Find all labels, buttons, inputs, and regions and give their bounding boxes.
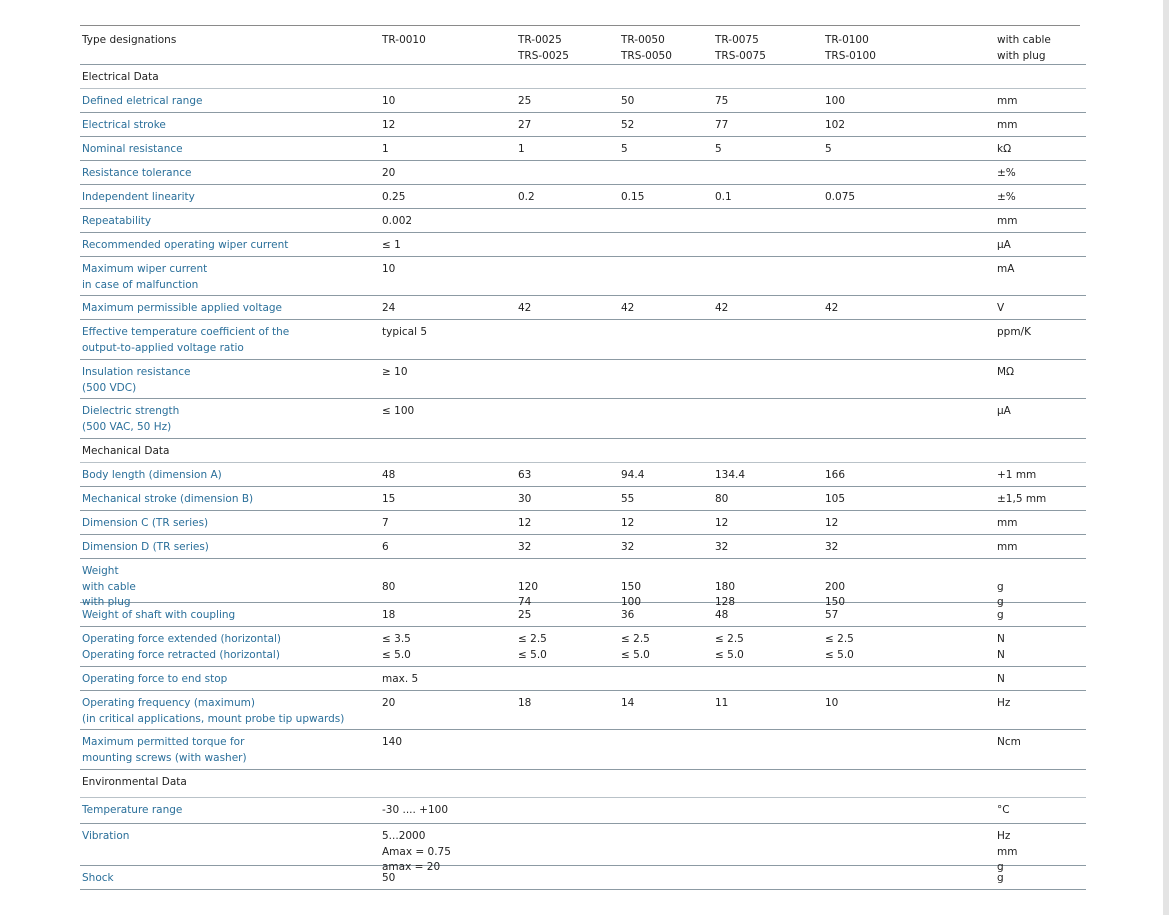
header-model: TR-0075 TRS-0075 (715, 34, 766, 62)
spec-value: max. 5 (382, 673, 419, 685)
spec-value: 32 (518, 541, 532, 553)
spec-value: 102 (825, 119, 846, 131)
spec-value: 134.4 (715, 469, 746, 481)
spec-unit: mm (997, 517, 1018, 529)
top-rule (80, 25, 1080, 26)
spec-row (80, 511, 1086, 535)
spec-label: Effective temperature coefficient of the output-to-applied voltage ratio (82, 326, 290, 354)
spec-value: 6 (382, 541, 389, 553)
spec-unit: g (997, 872, 1004, 884)
spec-value: -30 .... +100 (382, 804, 449, 816)
spec-value: 42 (621, 302, 635, 314)
spec-label: Body length (dimension A) (82, 469, 222, 481)
spec-unit: ±% (997, 191, 1016, 203)
spec-value: 5 (621, 143, 628, 155)
spec-label: Operating force extended (horizontal) Operating force retracted (horizontal) (82, 633, 282, 661)
spec-label: Maximum permissible applied voltage (82, 302, 283, 314)
spec-label: Electrical stroke (82, 119, 166, 131)
spec-unit: ±% (997, 167, 1016, 179)
spec-unit: ppm/K (997, 326, 1031, 338)
spec-row (80, 320, 1086, 360)
spec-value: typical 5 (382, 326, 428, 338)
spec-value: 20 (382, 697, 396, 709)
spec-value: 94.4 (621, 469, 645, 481)
spec-row (80, 113, 1086, 137)
spec-value: 10 (382, 263, 396, 275)
spec-label: Nominal resistance (82, 143, 183, 155)
spec-value: 18 (382, 609, 396, 621)
spec-row (80, 296, 1086, 320)
spec-value: 5 (715, 143, 722, 155)
spec-unit: V (997, 302, 1005, 314)
spec-value: 12 (518, 517, 532, 529)
spec-label: Repeatability (82, 215, 152, 227)
spec-value: 52 (621, 119, 635, 131)
header-label: Type designations (82, 34, 177, 46)
spec-value: 80 (382, 580, 396, 593)
spec-value: 7 (382, 517, 389, 529)
spec-label: Temperature range (82, 804, 183, 816)
spec-row (80, 667, 1086, 691)
spec-label: Dimension D (TR series) (82, 541, 209, 553)
header-row (80, 28, 1086, 65)
spec-value: 100 (825, 95, 846, 107)
spec-value: 140 (382, 736, 403, 748)
spec-label: Shock (82, 872, 114, 884)
spec-value: 42 (518, 302, 532, 314)
spec-value: 0.075 (825, 191, 856, 203)
spec-unit: mm (997, 541, 1018, 553)
section-header (80, 65, 1086, 89)
spec-value: 63 (518, 469, 532, 481)
spec-label: Weight of shaft with coupling (82, 609, 236, 621)
header-model: TR-0100 TRS-0100 (825, 34, 876, 62)
spec-value: 18 (518, 697, 532, 709)
spec-value: 15 (382, 493, 396, 505)
spec-label: Maximum permitted torque for mounting screws (with washer) (82, 736, 247, 764)
spec-value: ≤ 2.5 ≤ 5.0 (518, 633, 547, 661)
spec-value: 0.25 (382, 191, 406, 203)
spec-label: Operating frequency (maximum) (in critical applications, mount probe tip upwards) (82, 697, 345, 725)
spec-label: Dimension C (TR series) (82, 517, 209, 529)
spec-row (80, 185, 1086, 209)
spec-row (80, 89, 1086, 113)
spec-unit: kΩ (997, 143, 1012, 155)
header-model: TR-0010 (382, 34, 426, 46)
spec-unit: mm (997, 95, 1018, 107)
spec-value: ≤ 2.5 ≤ 5.0 (715, 633, 744, 661)
spec-unit: ±1,5 mm (997, 493, 1047, 505)
spec-label: Mechanical stroke (dimension B) (82, 493, 254, 505)
spec-value: 14 (621, 697, 635, 709)
spec-value: 0.002 (382, 215, 413, 227)
spec-value: 20 (382, 167, 396, 179)
header-model: TR-0025 TRS-0025 (518, 34, 569, 62)
spec-value: 105 (825, 493, 846, 505)
spec-value: 12 (715, 517, 729, 529)
spec-value: ≥ 10 (382, 366, 408, 378)
spec-value: 50 (621, 95, 635, 107)
spec-row (80, 257, 1086, 296)
spec-unit: mm (997, 119, 1018, 131)
spec-row (80, 559, 1086, 608)
spec-label: Maximum wiper current in case of malfunction (82, 263, 208, 291)
spec-value: 80 (715, 493, 729, 505)
spec-unit: MΩ (997, 366, 1015, 378)
header-unit: with cable with plug (997, 34, 1051, 62)
spec-unit: mA (997, 263, 1015, 275)
spec-row (80, 360, 1086, 399)
spec-row (80, 137, 1086, 161)
spec-value: ≤ 3.5 ≤ 5.0 (382, 633, 411, 661)
spec-row (80, 535, 1086, 559)
spec-row (80, 730, 1086, 770)
spec-value: 30 (518, 493, 532, 505)
spec-value: 25 (518, 95, 532, 107)
spec-unit: Hz mm g (997, 830, 1018, 873)
spec-row (80, 627, 1086, 667)
spec-value: 77 (715, 119, 729, 131)
spec-value: 12 (382, 119, 396, 131)
spec-value: 10 (825, 697, 839, 709)
section-header (80, 770, 1086, 798)
spec-row (80, 399, 1086, 439)
spec-value: 12 (825, 517, 839, 529)
spec-unit: mm (997, 215, 1018, 227)
spec-row (80, 603, 1086, 627)
spec-value: 27 (518, 119, 532, 131)
spec-row (80, 463, 1086, 487)
spec-value: 12 (621, 517, 635, 529)
header-model: TR-0050 TRS-0050 (621, 34, 672, 62)
spec-value: ≤ 100 (382, 405, 415, 417)
spec-unit: g g (997, 580, 1004, 608)
spec-table (80, 28, 1086, 890)
spec-unit: °C (997, 804, 1010, 816)
spec-value: 75 (715, 95, 729, 107)
spec-row (80, 487, 1086, 511)
spec-value: 55 (621, 493, 635, 505)
spec-row (80, 798, 1086, 824)
spec-unit: N (997, 673, 1005, 685)
spec-value: 32 (825, 541, 839, 553)
spec-value: 25 (518, 609, 532, 621)
spec-unit: +1 mm (997, 469, 1037, 481)
spec-label: Operating force to end stop (82, 673, 228, 685)
section-title: Mechanical Data (82, 445, 170, 457)
spec-value: 180 128 (715, 580, 736, 608)
spec-value: 32 (621, 541, 635, 553)
section-title: Electrical Data (82, 71, 159, 83)
spec-unit: Hz (997, 697, 1011, 709)
spec-value: 24 (382, 302, 396, 314)
spec-label: Insulation resistance (500 VDC) (82, 366, 191, 394)
spec-unit: N N (997, 633, 1005, 661)
spec-row (80, 866, 1086, 890)
spec-unit: g (997, 609, 1004, 621)
spec-value: 1 (518, 143, 525, 155)
spec-row (80, 691, 1086, 730)
spec-value: 11 (715, 697, 729, 709)
spec-value: 42 (715, 302, 729, 314)
spec-value: 150 100 (621, 580, 642, 608)
spec-value: 0.2 (518, 191, 535, 203)
spec-value: 32 (715, 541, 729, 553)
section-header (80, 439, 1086, 463)
spec-value: 120 74 (518, 580, 539, 608)
spec-value: 36 (621, 609, 635, 621)
spec-unit: µA (997, 405, 1011, 417)
spec-label: Independent linearity (82, 191, 195, 203)
spec-value: 57 (825, 609, 839, 621)
page-edge (1163, 0, 1169, 915)
spec-value: 48 (715, 609, 729, 621)
spec-value: 0.1 (715, 191, 732, 203)
spec-value: 0.15 (621, 191, 645, 203)
spec-label: Resistance tolerance (82, 167, 192, 179)
spec-value: 48 (382, 469, 396, 481)
spec-label: Vibration (82, 830, 130, 842)
spec-value: ≤ 2.5 ≤ 5.0 (621, 633, 650, 661)
spec-value: ≤ 2.5 ≤ 5.0 (825, 633, 854, 661)
spec-row (80, 824, 1086, 873)
spec-value: 10 (382, 95, 396, 107)
spec-value: 42 (825, 302, 839, 314)
spec-value: ≤ 1 (382, 239, 401, 251)
spec-value: 5 (825, 143, 832, 155)
spec-row (80, 233, 1086, 257)
spec-value: 50 (382, 872, 396, 884)
spec-value: 1 (382, 143, 389, 155)
spec-value: 166 (825, 469, 846, 481)
spec-label: Dielectric strength (500 VAC, 50 Hz) (82, 405, 180, 433)
spec-value: 5...2000 Amax = 0.75 amax = 20 (382, 830, 451, 873)
spec-value: 200 150 (825, 580, 846, 608)
section-title: Environmental Data (82, 776, 187, 788)
spec-label: Weight with cable with plug (82, 565, 136, 608)
spec-row (80, 209, 1086, 233)
spec-label: Recommended operating wiper current (82, 239, 289, 251)
spec-unit: µA (997, 239, 1011, 251)
spec-unit: Ncm (997, 736, 1021, 748)
spec-row (80, 161, 1086, 185)
spec-label: Defined eletrical range (82, 95, 203, 107)
